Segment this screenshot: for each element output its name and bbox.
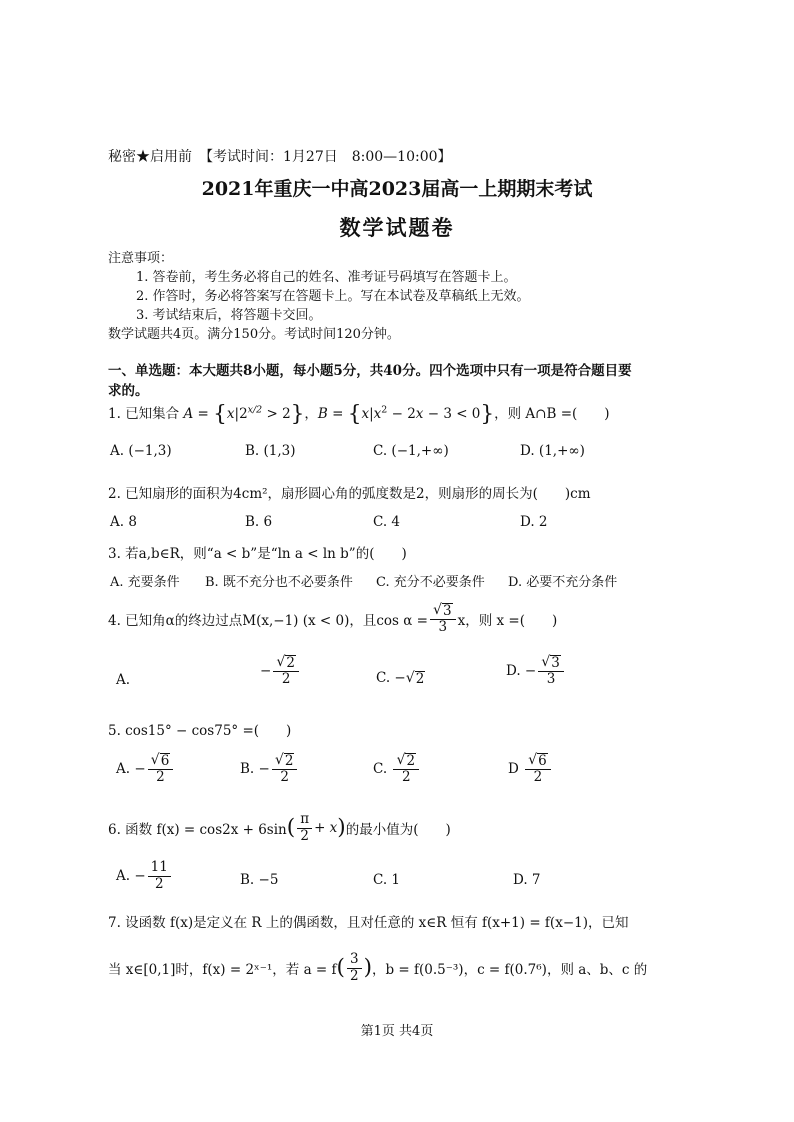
question-3: 3. 若a,b∈R，则“a < b”是“ln a < ln b”的( ) <box>108 546 407 562</box>
q2-option-b: B. 6 <box>245 514 273 530</box>
q2-option-a: A. 8 <box>110 514 137 530</box>
q6-option-d: D. 7 <box>513 872 541 888</box>
question-7-line2: 当 x∈[0,1]时，f(x) = 2ˣ⁻¹，若 a = f ( $\frac{3}{2}$ ) ，b = f(0.5⁻³)，c = f(0.7⁶)，则 a、b、c 的 <box>108 951 648 984</box>
q3-option-d: D. 必要不充分条件 <box>508 575 618 590</box>
q5-option-d: D √ 6 2 <box>508 753 553 785</box>
notice-heading: 注意事项： <box>108 251 174 266</box>
question-7-line1: 7. 设函数 f(x)是定义在 R 上的偶函数，且对任意的 x∈R 恒有 f(x+1) = f(x−1)，已知 <box>108 915 629 931</box>
section-heading-cont: 求的。 <box>108 383 149 399</box>
notice-item: 3. 考试结束后，将答题卡交回。 <box>136 308 322 323</box>
q6-option-a: A. − $\frac{11}{2}$ <box>116 860 173 892</box>
exam-subtitle: 数学试题卷 <box>339 215 455 240</box>
q4-option-a-label: A. <box>116 672 131 688</box>
q4-option-b: − √ 2 2 <box>260 655 301 687</box>
question-2: 2. 已知扇形的面积为4cm²，扇形圆心角的弧度数是2，则扇形的周长为( )cm <box>108 486 591 502</box>
q3-option-b: B. 既不充分也不必要条件 <box>205 575 353 590</box>
q5-option-c: C. √ 2 2 <box>373 753 421 785</box>
q6-option-b: B. −5 <box>240 872 279 888</box>
question-4: 4. 已知角α的终边过点M(x,−1) (x < 0)，且cos α = √ 3 3 x，则 x =( ) <box>108 602 558 635</box>
q1-option-b: B. (1,3) <box>245 443 296 459</box>
section-heading: 一、单选题：本大题共8小题，每小题5分，共40分。四个选项中只有一项是符合题目要 <box>108 363 632 379</box>
notice-item: 1. 答卷前，考生务必将自己的姓名、准考证号码填写在答题卡上。 <box>136 270 517 285</box>
q2-option-c: C. 4 <box>373 514 401 530</box>
q1-option-a: A. (−1,3) <box>110 443 172 459</box>
q4-option-c: C. − √ 2 <box>376 670 425 687</box>
q5-option-b: B. − √ 2 2 <box>240 753 299 785</box>
q2-option-d: D. 2 <box>520 514 548 530</box>
notice-item: 2. 作答时，务必将答案写在答题卡上。写在本试卷及草稿纸上无效。 <box>136 289 530 304</box>
header-line: 秘密★启用前 【考试时间：1月27日 8:00—10:00】 <box>108 149 452 165</box>
q4-option-d: D. − √ 3 3 <box>506 655 566 687</box>
exam-info: 数学试题共4页。满分150分。考试时间120分钟。 <box>108 327 400 342</box>
q3-option-c: C. 充分不必要条件 <box>376 575 485 590</box>
question-5: 5. cos15° − cos75° =( ) <box>108 723 292 739</box>
exam-title: 2021年重庆一中高2023届高一上期期末考试 <box>201 178 593 200</box>
q3-option-a: A. 充要条件 <box>110 575 180 590</box>
q1-option-d: D. (1,+∞) <box>520 443 585 459</box>
q5-option-a: A. − √ 6 2 <box>116 753 175 785</box>
q6-option-c: C. 1 <box>373 872 401 888</box>
question-6: 6. 函数 f(x) = cos2x + 6sin ( $\frac{\pi}{2}$ + x ) 的最小值为( ) <box>108 811 451 844</box>
question-1: 1. 已知集合 $A = \{x|2^{x/2} > 2\}$，$B = \{x|x^2 - 2x - 3 < 0\}$，则 A∩B =( ) <box>108 401 610 427</box>
page-footer: 第1页 共4页 <box>360 1024 434 1039</box>
q1-option-c: C. (−1,+∞) <box>373 443 449 459</box>
